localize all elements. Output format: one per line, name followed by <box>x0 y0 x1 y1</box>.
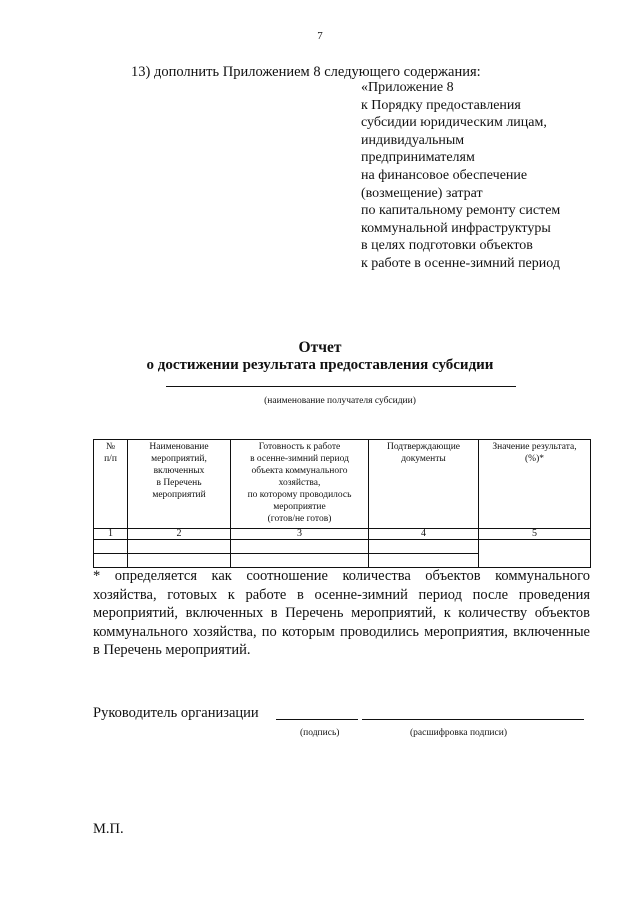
table-cell <box>94 554 128 568</box>
signature-decoding-line <box>362 719 584 720</box>
signature-line <box>276 719 358 720</box>
annex-line: по капитальному ремонту систем <box>361 203 561 219</box>
report-subtitle: о достижении результата предоставления субсидии <box>146 357 494 373</box>
header-cell-documents: Подтверждающие документы <box>369 440 479 529</box>
annex-line: предпринимателям <box>361 150 475 166</box>
annex-line: (возмещение) затрат <box>361 185 483 201</box>
stamp-placeholder: М.П. <box>93 821 124 837</box>
table-header-row <box>94 440 591 529</box>
annex-line: к работе в осенне-зимний период <box>361 255 560 271</box>
report-title: Отчет <box>298 339 342 356</box>
column-number: 4 <box>369 529 479 540</box>
column-number: 5 <box>479 529 591 540</box>
header-cell-number: № п/п <box>94 440 128 529</box>
results-table <box>93 439 591 568</box>
column-number: 3 <box>231 529 369 540</box>
table-row <box>94 540 591 554</box>
annex-line: в целях подготовки объектов <box>361 238 533 254</box>
annex-line: к Порядку предоставления <box>361 97 521 113</box>
header-cell-readiness: Готовность к работе в осенне-зимний период объекта коммунального хозяйства, по которому проводилось мероприятие (готов/не готов) <box>231 440 369 529</box>
annex-line: «Приложение 8 <box>361 80 454 95</box>
table-cell-result <box>479 540 591 568</box>
table-cell <box>128 554 231 568</box>
annex-line: субсидии юридическим лицам, <box>361 115 547 131</box>
signature-caption: (подпись) <box>300 728 340 738</box>
table-cell <box>231 554 369 568</box>
table-cell <box>94 540 128 554</box>
table-cell <box>369 540 479 554</box>
recipient-caption: (наименование получателя субсидии) <box>264 396 416 406</box>
annex-line: на финансовое обеспечение <box>361 167 528 183</box>
annex-header <box>361 79 560 273</box>
table-cell <box>231 540 369 554</box>
footnote: * определяется как соотношение количества объектов коммунального хозяйства, готовых к работе в осенне-зимний период после проведения мероприятий, включенных в Перечень мероприятий, к количеству объектов коммунального хозяйства, по которым проводились мероприятия, включенные в Перечень мероприятий. <box>93 568 590 659</box>
page-number: 7 <box>317 30 323 42</box>
annex-line: коммунальной инфраструктуры <box>361 220 551 236</box>
annex-line: индивидуальным <box>361 132 465 148</box>
header-cell-result-value: Значение результата, (%)* <box>479 440 591 529</box>
decoding-caption: (расшифровка подписи) <box>410 728 507 738</box>
table-column-number-row <box>94 529 591 540</box>
column-number: 1 <box>94 529 128 540</box>
table-cell <box>128 540 231 554</box>
table-cell <box>369 554 479 568</box>
recipient-name-line <box>166 386 516 387</box>
signature-label: Руководитель организации <box>93 705 259 721</box>
column-number: 2 <box>128 529 231 540</box>
amendment-intro: 13) дополнить Приложением 8 следующего содержания: <box>131 64 481 80</box>
header-cell-measures: Наименование мероприятий, включенных в Перечень мероприятий <box>128 440 231 529</box>
